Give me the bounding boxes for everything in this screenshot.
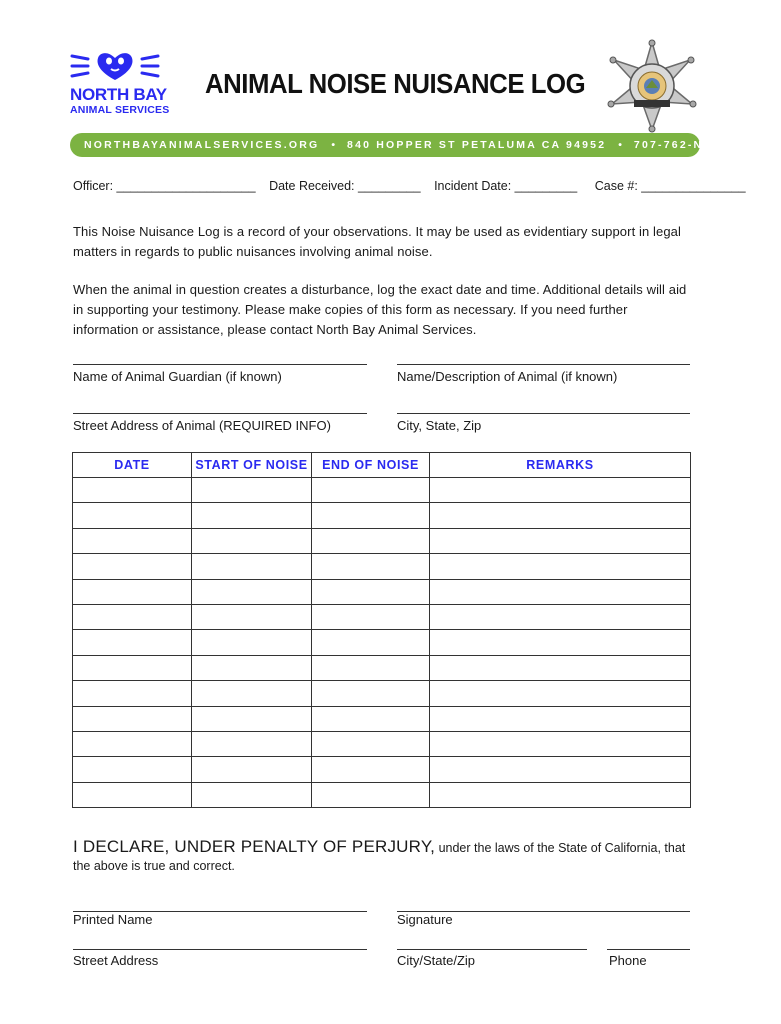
table-row [73, 782, 691, 807]
table-row [73, 604, 691, 629]
date-cell[interactable] [73, 782, 192, 807]
table-row [73, 478, 691, 503]
remarks-cell[interactable] [430, 478, 691, 503]
separator-dot: • [331, 139, 336, 151]
table-header-row [73, 453, 691, 478]
intro-paragraph-2: When the animal in question creates a disturbance, log the exact date and time. Additional details will aid in supporting your testimony. Please make copies of this form as necessary. If you need further information or assistance, please contact North Bay Animal Services. [73, 282, 687, 337]
printed-name-label: Printed Name [73, 912, 153, 927]
end-of-noise-cell[interactable] [312, 757, 430, 782]
city-state-zip-sign-label: City/State/Zip [397, 953, 476, 968]
end-of-noise-cell[interactable] [312, 604, 430, 629]
logo-name: NORTH BAY [70, 85, 167, 104]
officer-field[interactable]: Officer: ____________________ [73, 179, 256, 193]
street-address-sign-label: Street Address [73, 953, 159, 968]
start-of-noise-cell[interactable] [192, 630, 312, 655]
phone-line[interactable] [607, 949, 690, 950]
remarks-cell[interactable] [430, 579, 691, 604]
end-of-noise-cell[interactable] [312, 782, 430, 807]
table-row [73, 503, 691, 528]
date-cell[interactable] [73, 757, 192, 782]
guardian-name-line[interactable] [73, 364, 367, 365]
date-cell[interactable] [73, 731, 192, 756]
intro-paragraph-1: This Noise Nuisance Log is a record of your observations. It may be used as evidentiary support in legal matters in regards to public nuisances involving animal noise. [73, 224, 681, 259]
remarks-cell[interactable] [430, 757, 691, 782]
phone-number: 707-762-NBAS (6227) [633, 139, 781, 151]
office-address: 840 HOPPER ST PETALUMA CA 94952 [347, 139, 607, 151]
header-end-of-noise: END OF NOISE [312, 453, 430, 478]
log-table-body [73, 478, 691, 808]
date-cell[interactable] [73, 503, 192, 528]
remarks-cell[interactable] [430, 655, 691, 680]
start-of-noise-cell[interactable] [192, 706, 312, 731]
start-of-noise-cell[interactable] [192, 681, 312, 706]
start-of-noise-cell[interactable] [192, 579, 312, 604]
website-link[interactable]: NORTHBAYANIMALSERVICES.ORG [84, 139, 320, 151]
date-cell[interactable] [73, 604, 192, 629]
table-row [73, 655, 691, 680]
table-row [73, 731, 691, 756]
north-bay-logo [70, 48, 170, 117]
header-start-of-noise: START OF NOISE [192, 453, 312, 478]
phone-label: Phone [609, 953, 647, 968]
logo-subtitle: ANIMAL SERVICES [70, 104, 170, 116]
street-address-label: Street Address of Animal (REQUIRED INFO) [73, 418, 331, 433]
remarks-cell[interactable] [430, 528, 691, 553]
date-cell[interactable] [73, 554, 192, 579]
street-address-sign-line[interactable] [73, 949, 367, 950]
end-of-noise-cell[interactable] [312, 630, 430, 655]
city-state-zip-sign-line[interactable] [397, 949, 587, 950]
noise-log-table [72, 452, 691, 808]
table-row [73, 757, 691, 782]
animal-description-label: Name/Description of Animal (if known) [397, 369, 618, 384]
date-cell[interactable] [73, 528, 192, 553]
case-number-field[interactable]: Case #: _______________ [594, 179, 746, 193]
remarks-cell[interactable] [430, 731, 691, 756]
table-row [73, 630, 691, 655]
date-received-field[interactable]: Date Received: _________ [269, 179, 421, 193]
start-of-noise-cell[interactable] [192, 757, 312, 782]
cat-face-icon [70, 48, 160, 84]
contact-bar [70, 133, 781, 157]
end-of-noise-cell[interactable] [312, 579, 430, 604]
start-of-noise-cell[interactable] [192, 503, 312, 528]
end-of-noise-cell[interactable] [312, 528, 430, 553]
table-row [73, 706, 691, 731]
incident-date-field[interactable]: Incident Date: _________ [434, 179, 578, 193]
table-row [73, 681, 691, 706]
header-date: DATE [73, 453, 192, 478]
separator-dot: • [618, 139, 622, 151]
table-row [73, 579, 691, 604]
remarks-cell[interactable] [430, 782, 691, 807]
end-of-noise-cell[interactable] [312, 706, 430, 731]
declaration-rest: under the laws of the State of California, that the above is true and correct. [73, 841, 686, 873]
date-cell[interactable] [73, 579, 192, 604]
remarks-cell[interactable] [430, 630, 691, 655]
remarks-cell[interactable] [430, 503, 691, 528]
start-of-noise-cell[interactable] [192, 478, 312, 503]
header-remarks: REMARKS [430, 453, 691, 478]
remarks-cell[interactable] [430, 681, 691, 706]
remarks-cell[interactable] [430, 604, 691, 629]
start-of-noise-cell[interactable] [192, 655, 312, 680]
table-row [73, 554, 691, 579]
remarks-cell[interactable] [430, 706, 691, 731]
city-state-zip-label: City, State, Zip [397, 418, 482, 433]
street-address-line[interactable] [73, 413, 367, 414]
end-of-noise-cell[interactable] [312, 731, 430, 756]
date-cell[interactable] [73, 681, 192, 706]
start-of-noise-cell[interactable] [192, 731, 312, 756]
perjury-declaration [73, 838, 698, 875]
start-of-noise-cell[interactable] [192, 782, 312, 807]
date-cell[interactable] [73, 706, 192, 731]
remarks-cell[interactable] [430, 554, 691, 579]
date-cell[interactable] [73, 655, 192, 680]
start-of-noise-cell[interactable] [192, 528, 312, 553]
date-cell[interactable] [73, 630, 192, 655]
end-of-noise-cell[interactable] [312, 681, 430, 706]
office-use-fields [73, 179, 746, 193]
page-title: ANIMAL NOISE NUISANCE LOG [205, 68, 586, 99]
end-of-noise-cell[interactable] [312, 478, 430, 503]
sheriff-badge-icon [606, 40, 698, 132]
signature-label: Signature [397, 912, 453, 927]
start-of-noise-cell[interactable] [192, 604, 312, 629]
date-cell[interactable] [73, 478, 192, 503]
end-of-noise-cell[interactable] [312, 655, 430, 680]
end-of-noise-cell[interactable] [312, 554, 430, 579]
end-of-noise-cell[interactable] [312, 503, 430, 528]
city-state-zip-line[interactable] [397, 413, 690, 414]
start-of-noise-cell[interactable] [192, 554, 312, 579]
guardian-name-label: Name of Animal Guardian (if known) [73, 369, 282, 384]
declaration-lead: I DECLARE, UNDER PENALTY OF PERJURY, [73, 837, 436, 856]
table-row [73, 528, 691, 553]
animal-description-line[interactable] [397, 364, 690, 365]
